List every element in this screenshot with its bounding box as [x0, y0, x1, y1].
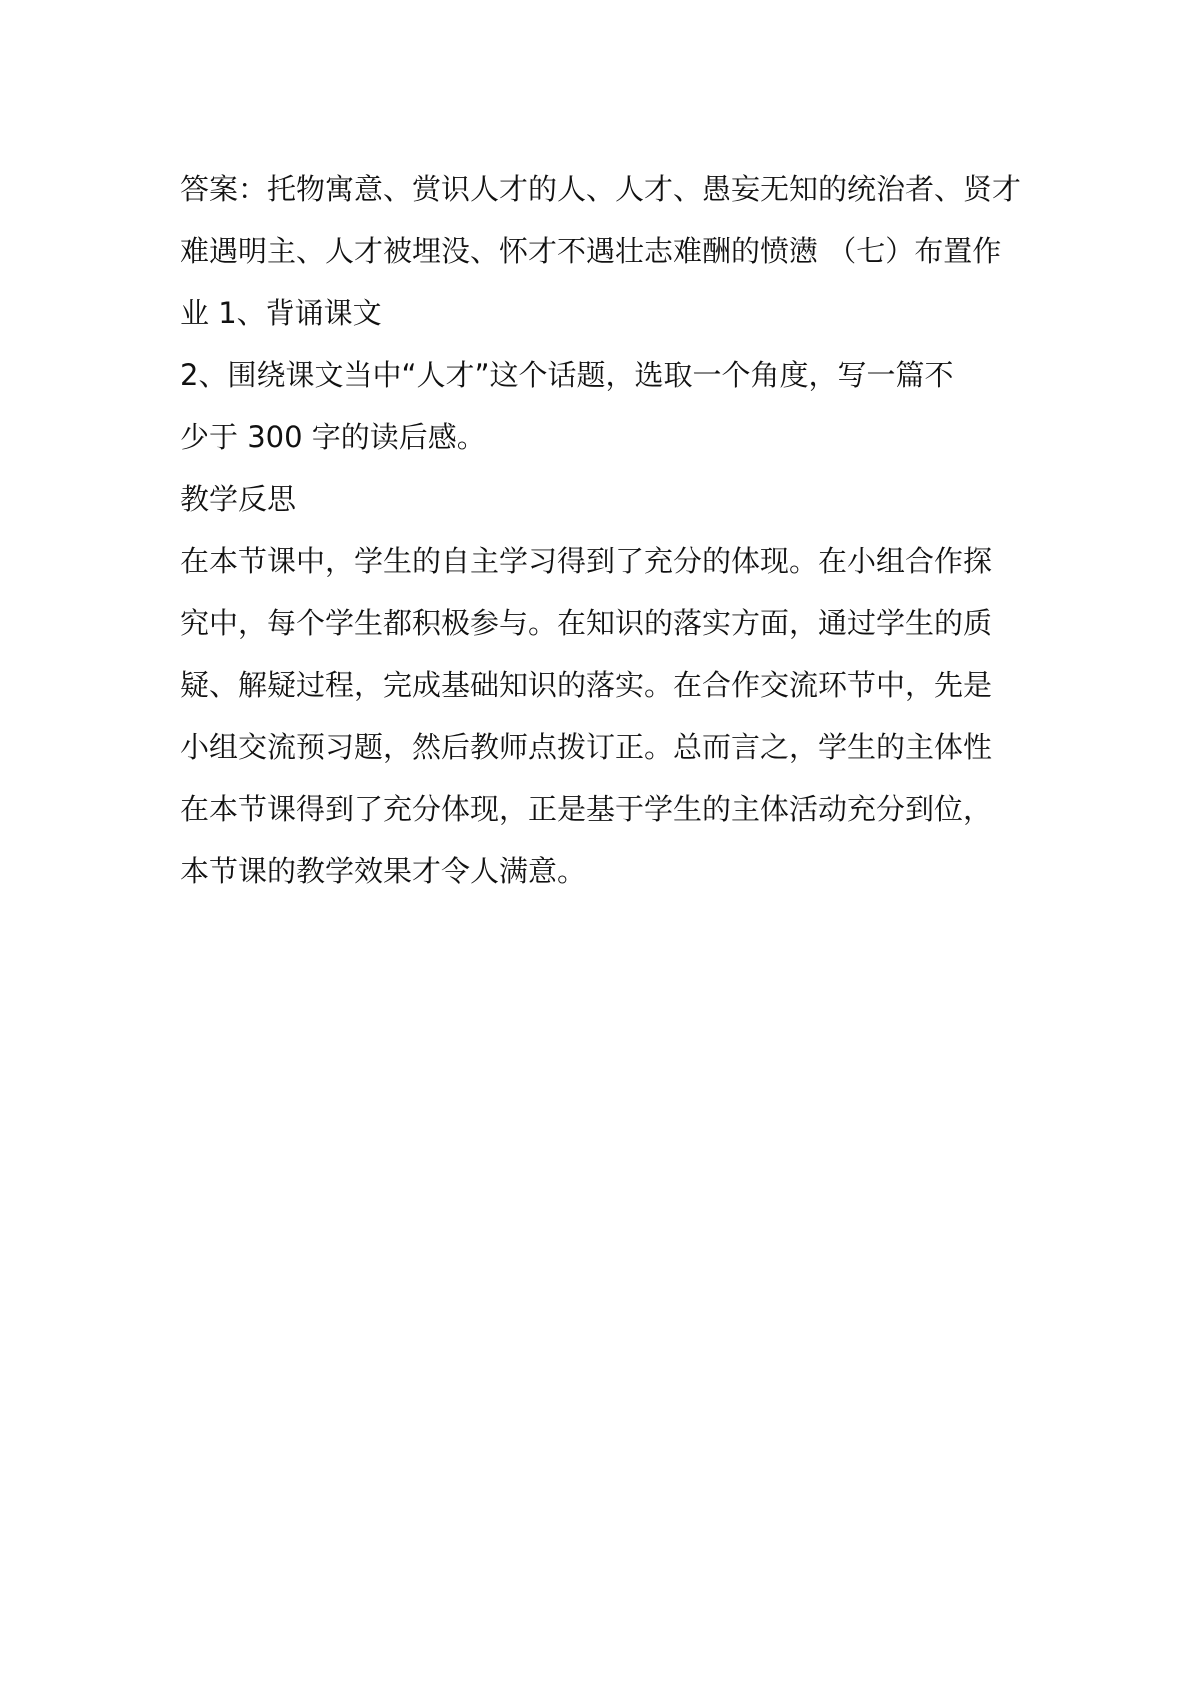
answer-line-1: 答案：托物寓意、赏识人才的人、人才、愚妄无知的统治者、贤才: [180, 172, 1022, 206]
reflection-line-6: 本节课的教学效果才令人满意。: [180, 854, 587, 888]
homework-item-2-line-2: 少于 300 字的读后感。: [180, 420, 486, 454]
reflection-line-3: 疑、解疑过程，完成基础知识的落实。在合作交流环节中，先是: [180, 668, 993, 702]
homework-item-2-line-1: 2、围绕课文当中“人才”这个话题，选取一个角度，写一篇不: [180, 358, 954, 392]
reflection-line-5: 在本节课得到了充分体现，正是基于学生的主体活动充分到位，: [180, 792, 993, 826]
section-heading-reflection: 教学反思: [180, 482, 297, 516]
homework-item-1: 业 1、背诵课文: [180, 296, 382, 330]
answer-line-2: 难遇明主、人才被埋没、怀才不遇壮志难酬的愤懑 （七）布置作: [180, 234, 1002, 268]
reflection-line-4: 小组交流预习题，然后教师点拨订正。总而言之，学生的主体性: [180, 730, 993, 764]
reflection-line-1: 在本节课中，学生的自主学习得到了充分的体现。在小组合作探: [180, 544, 993, 578]
document-body: [180, 158, 1040, 902]
reflection-line-2: 究中，每个学生都积极参与。在知识的落实方面，通过学生的质: [180, 606, 993, 640]
